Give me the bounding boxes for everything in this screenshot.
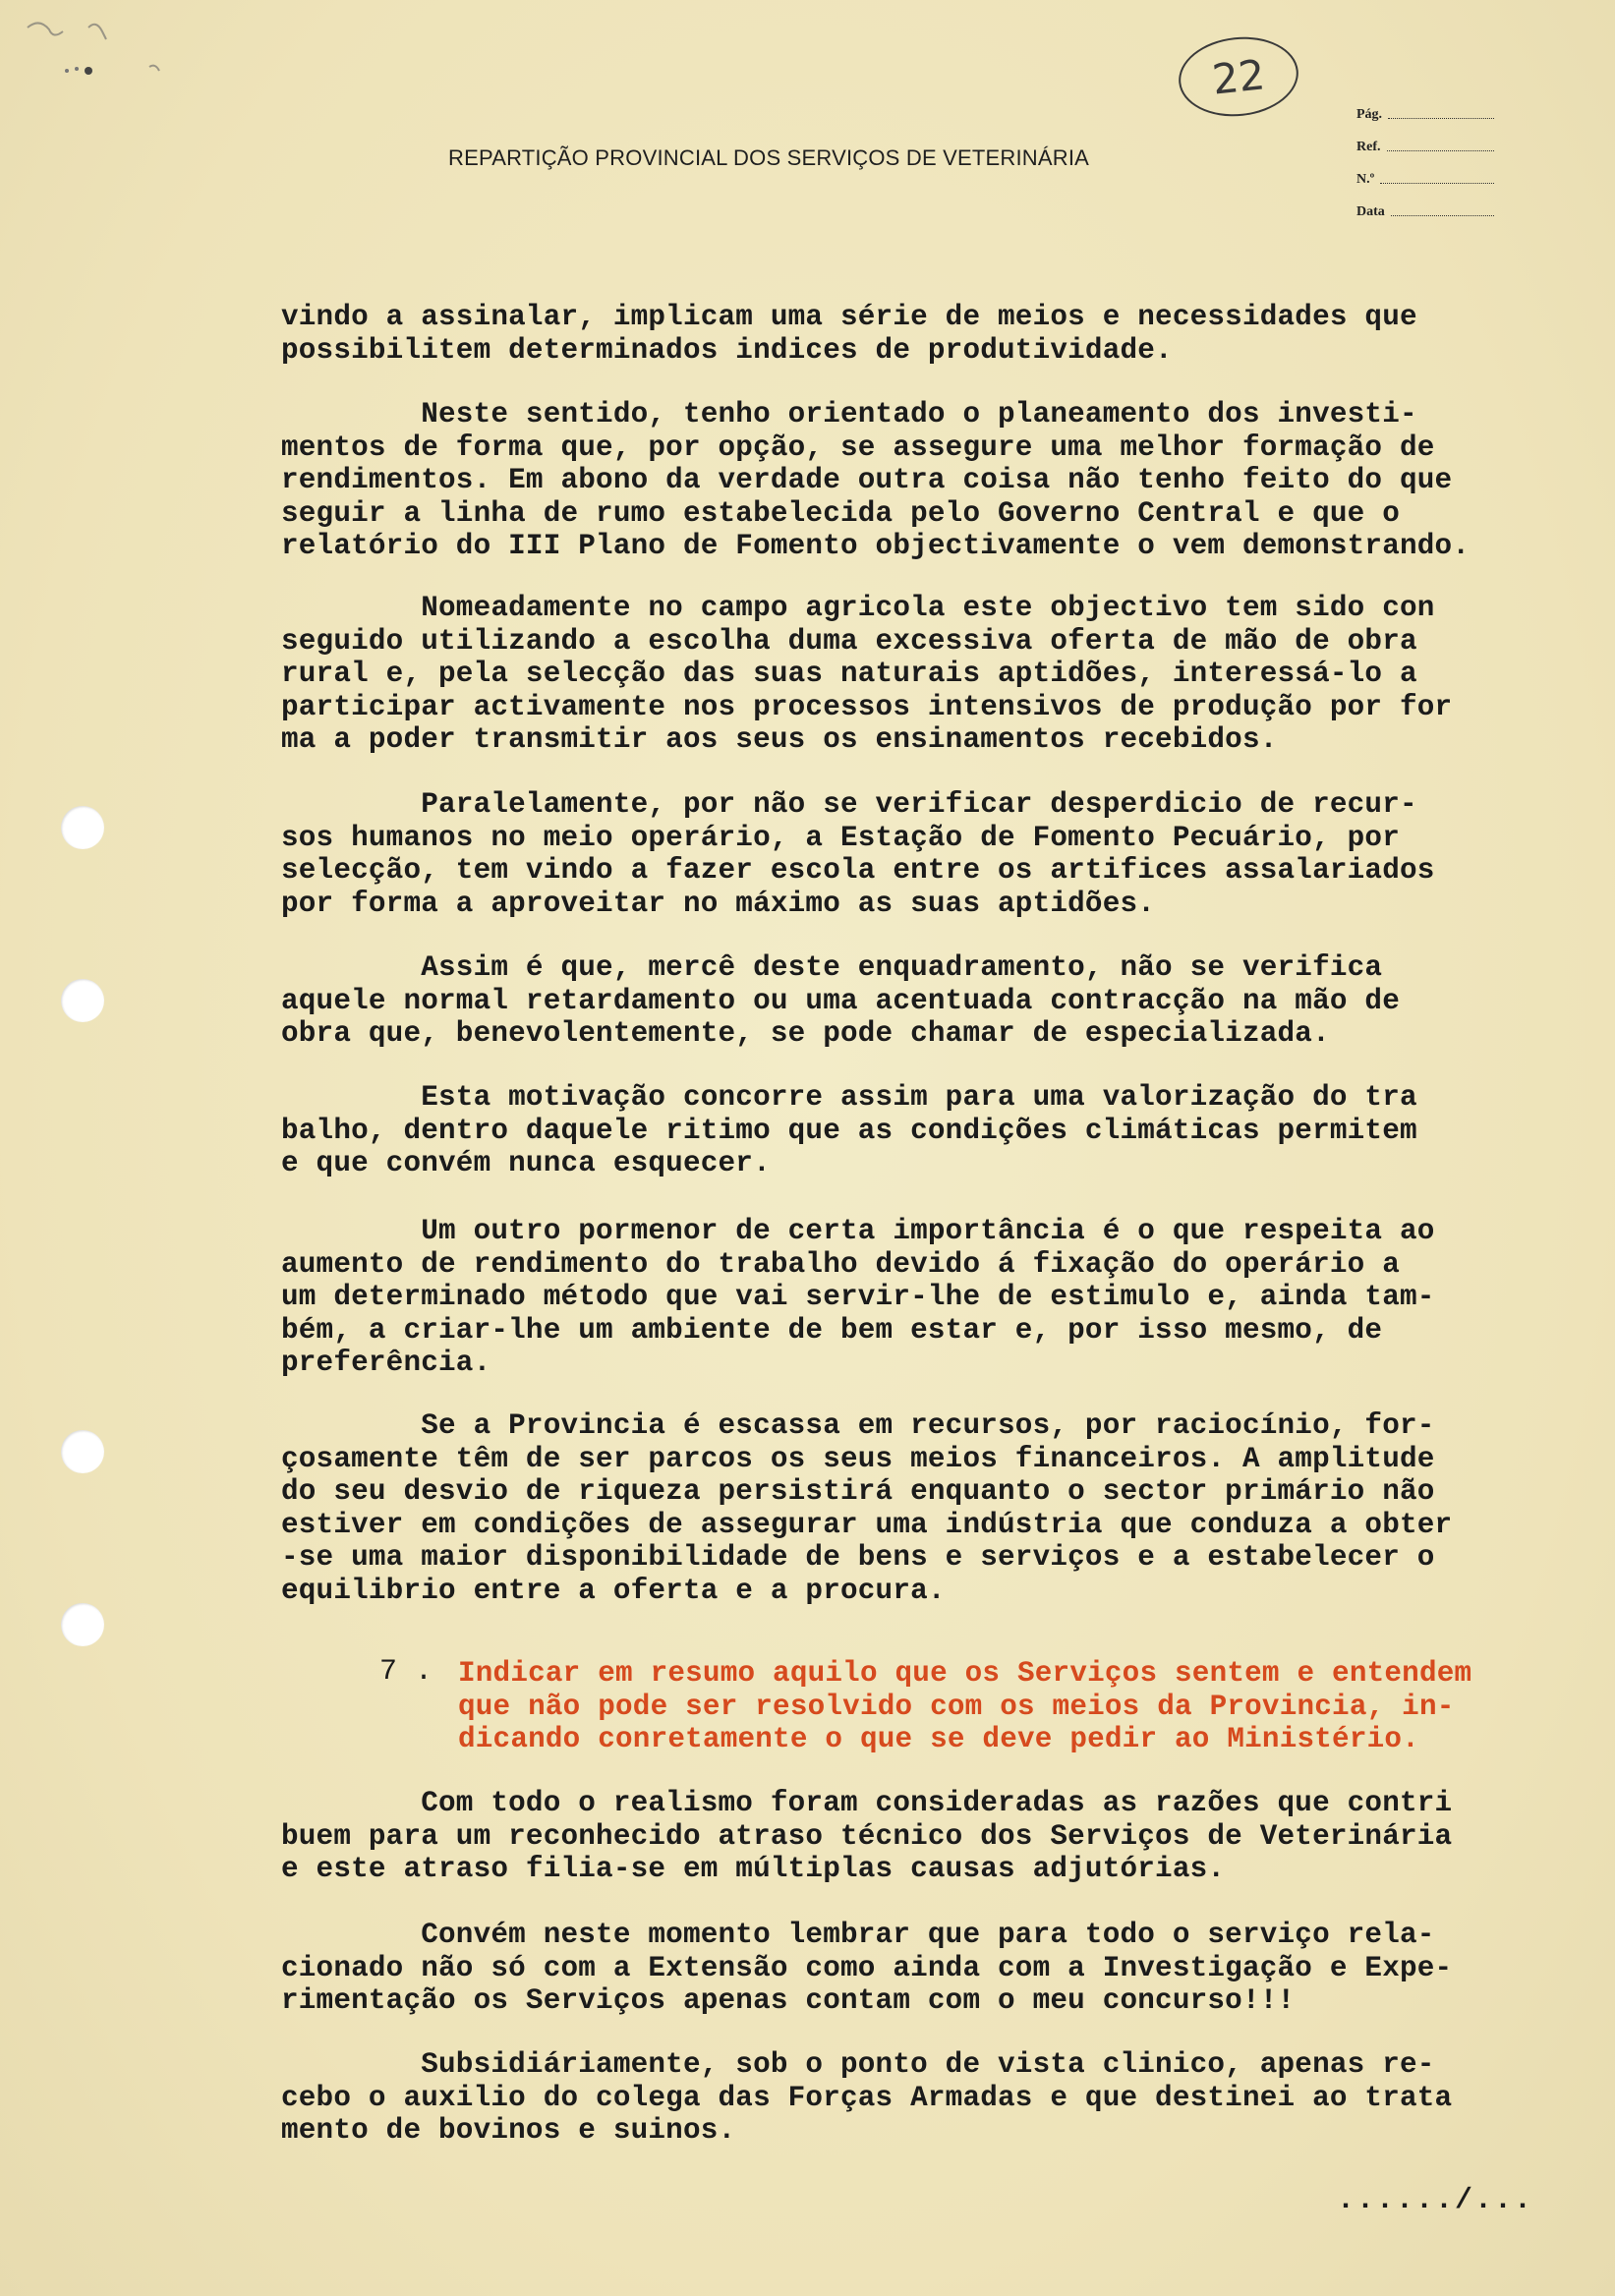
text-line: e este atraso filia-se em múltiplas causas adjutórias. xyxy=(281,1853,1226,1885)
text-line: Com todo o realismo foram consideradas as razões que contri xyxy=(281,1787,1453,1819)
text-line: Indicar em resumo aquilo que os Serviços sentem e entendem xyxy=(458,1657,1472,1690)
paragraph xyxy=(281,1787,1598,1886)
text-line: mento de bovinos e suinos. xyxy=(281,2114,736,2147)
paragraph xyxy=(281,788,1598,920)
text-line: relatório do III Plano de Fomento objectivamente o vem demonstrando. xyxy=(281,530,1471,562)
field-ref xyxy=(1356,123,1494,155)
text-line: e que convém nunca esquecer. xyxy=(281,1147,771,1179)
field-pag xyxy=(1356,90,1494,123)
field-number-line xyxy=(1380,183,1494,184)
field-date xyxy=(1356,188,1494,220)
item-7-number: 7 . xyxy=(379,1655,433,1689)
text-line: rimentação os Serviços apenas contam com o meu concurso!!! xyxy=(281,1984,1296,2017)
text-line: cionado não só com a Extensão como ainda com a Investigação e Expe- xyxy=(281,1951,1453,1984)
paragraph xyxy=(281,592,1598,757)
text-line: do seu desvio de riqueza persistirá enquanto o sector primário não xyxy=(281,1475,1435,1508)
text-line: sos humanos no meio operário, a Estação de Fomento Pecuário, por xyxy=(281,821,1400,854)
text-line: um determinado método que vai servir-lhe de estimulo e, ainda tam- xyxy=(281,1281,1435,1313)
field-pag-label: Pág. xyxy=(1356,107,1383,122)
paragraph xyxy=(281,1919,1598,2018)
text-line: que não pode ser resolvido com os meios da Provincia, in- xyxy=(458,1690,1455,1723)
paragraph xyxy=(281,301,1598,367)
text-line: ma a poder transmitir aos seus os ensinamentos recebidos. xyxy=(281,723,1278,756)
paragraph xyxy=(281,1081,1598,1180)
text-line: bém, a criar-lhe um ambiente de bem estar e, por isso mesmo, de xyxy=(281,1313,1383,1347)
punch-hole xyxy=(61,806,104,849)
text-line: buem para um reconhecido atraso técnico dos Serviços de Veterinária xyxy=(281,1819,1453,1853)
punch-hole xyxy=(61,1603,104,1646)
punch-hole xyxy=(61,1430,104,1473)
text-line: balho, dentro daquele ritimo que as condições climáticas permitem xyxy=(281,1114,1417,1147)
field-ref-label: Ref. xyxy=(1356,140,1381,154)
text-line: preferência. xyxy=(281,1347,491,1379)
text-line: mentos de forma que, por opção, se assegure uma melhor formação de xyxy=(281,430,1435,464)
text-line: rural e, pela selecção das suas naturais aptidões, interessá-lo a xyxy=(281,658,1417,690)
reference-fields xyxy=(1356,90,1494,220)
text-line: Paralelamente, por não se verificar desperdicio de recur- xyxy=(281,788,1417,821)
text-line: Subsidiáriamente, sob o ponto de vista clinico, apenas re- xyxy=(281,2048,1435,2081)
text-line: -se uma maior disponibilidade de bens e serviços e a estabelecer o xyxy=(281,1541,1435,1574)
field-number-label: N.º xyxy=(1356,172,1375,187)
text-line: equilibrio entre a oferta e a procura. xyxy=(281,1574,946,1607)
text-line: por forma a aproveitar no máximo as suas aptidões. xyxy=(281,887,1156,920)
item-7-question xyxy=(458,1657,1588,1756)
text-line: seguido utilizando a escolha duma excessiva oferta de mão de obra xyxy=(281,624,1417,658)
text-line: Neste sentido, tenho orientado o planeamento dos investi- xyxy=(281,398,1417,430)
punch-hole xyxy=(61,979,104,1022)
paragraph xyxy=(281,1215,1598,1380)
paragraph xyxy=(281,2048,1598,2148)
text-line: possibilitem determinados indices de produtividade. xyxy=(281,333,1173,367)
text-line: cebo o auxilio do colega das Forças Armadas e que destinei ao trata xyxy=(281,2081,1453,2114)
continuation-marker: ....../... xyxy=(1337,2184,1534,2217)
paragraph xyxy=(281,951,1598,1051)
page-number-annotation: 22 xyxy=(1175,31,1302,122)
field-ref-line xyxy=(1387,150,1495,151)
text-line: Um outro pormenor de certa importância é o que respeita ao xyxy=(281,1215,1435,1247)
text-line: çosamente têm de ser parcos os seus meios financeiros. A amplitude xyxy=(281,1442,1435,1475)
text-line: Convém neste momento lembrar que para todo o serviço rela- xyxy=(281,1919,1435,1951)
text-line: Assim é que, mercê deste enquadramento, não se verifica xyxy=(281,951,1383,984)
text-line: aquele normal retardamento ou uma acentuada contracção na mão de xyxy=(281,984,1400,1017)
text-line: participar activamente nos processos intensivos de produção por for xyxy=(281,690,1453,723)
text-line: selecção, tem vindo a fazer escola entre os artifices assalariados xyxy=(281,854,1435,887)
field-number xyxy=(1356,155,1494,188)
field-pag-line xyxy=(1388,118,1494,119)
text-line: dicando conretamente o que se deve pedir ao Ministério. xyxy=(458,1723,1419,1755)
paragraph xyxy=(281,1409,1598,1607)
text-line: Nomeadamente no campo agricola este objectivo tem sido con xyxy=(281,592,1435,624)
text-line: Se a Provincia é escassa em recursos, por raciocínio, for- xyxy=(281,1409,1435,1442)
paragraph xyxy=(281,398,1598,563)
text-line: estiver em condições de assegurar uma indústria que conduza a obter xyxy=(281,1508,1453,1541)
text-line: seguir a linha de rumo estabelecida pelo Governo Central e que o xyxy=(281,496,1400,530)
corner-scribble xyxy=(20,10,177,79)
text-line: rendimentos. Em abono da verdade outra coisa não tenho feito do que xyxy=(281,464,1453,496)
text-line: vindo a assinalar, implicam uma série de meios e necessidades que xyxy=(281,301,1417,333)
text-line: aumento de rendimento do trabalho devido á fixação do operário a xyxy=(281,1247,1400,1281)
field-date-label: Data xyxy=(1356,204,1385,219)
text-line: Esta motivação concorre assim para uma valorização do tra xyxy=(281,1081,1417,1114)
field-date-line xyxy=(1391,215,1494,216)
letterhead-title: REPARTIÇÃO PROVINCIAL DOS SERVIÇOS DE VETERINÁRIA xyxy=(448,145,1090,170)
text-line: obra que, benevolentemente, se pode chamar de especializada. xyxy=(281,1017,1330,1050)
